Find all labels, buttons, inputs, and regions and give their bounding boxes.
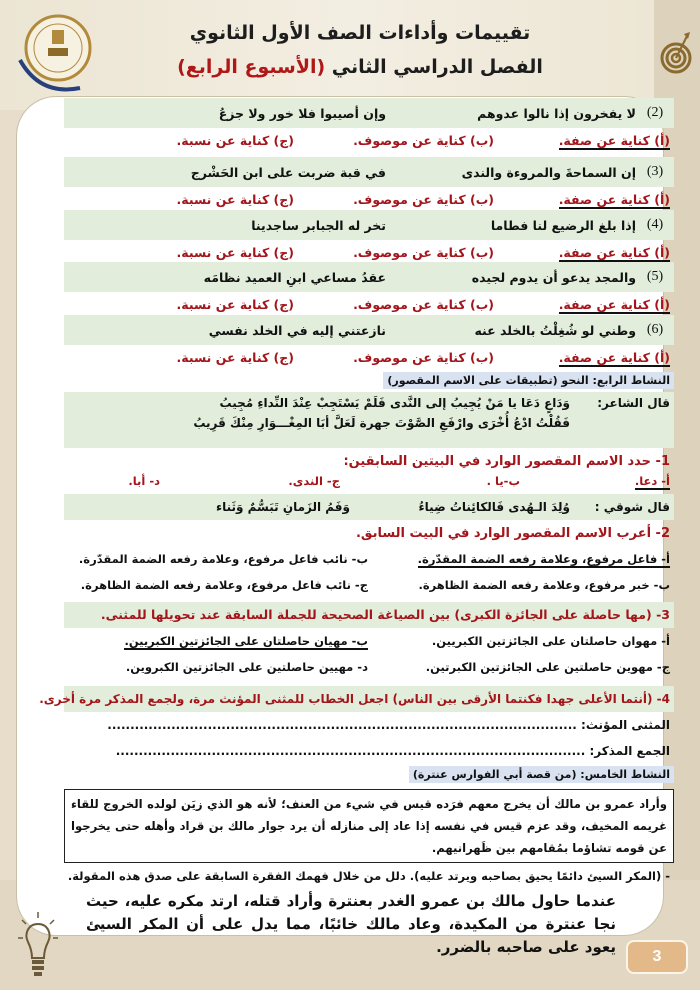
hemistich-1: لا يفخرون إذا نالوا عدوهم xyxy=(477,105,636,121)
q2-option-b2[interactable]: ب- خبر مرفوع، وعلامة رفعه الضمة الظاهرة. xyxy=(418,578,670,592)
hemistich-2: وإن أصيبوا فلا خور ولا جزعُ xyxy=(218,105,386,121)
hemistich-1: إذا بلغ الرضيع لنا فطاما xyxy=(490,217,636,233)
verse-row xyxy=(64,262,674,292)
question-number: (3) xyxy=(646,164,664,179)
activity4-label: النشاط الرابع: النحو (تطبيقات على الاسم المقصور) xyxy=(383,372,674,389)
hemistich-1: إن السماحةَ والمروءة والندى xyxy=(461,164,636,180)
option-b[interactable]: (ب) كناية عن موصوف. xyxy=(353,132,494,148)
shawqi-block xyxy=(64,494,674,520)
masc-plural-answer xyxy=(65,744,670,758)
option-b[interactable]: (ب) كناية عن موصوف. xyxy=(353,191,494,207)
options-row xyxy=(64,292,674,316)
question-number: (6) xyxy=(646,322,664,337)
shawqi-hemistich-1: وُلِدَ الـهُدى فَالكائِناتُ ضِياءُ xyxy=(418,500,570,514)
semester-label: الفصل الدراسي الثاني xyxy=(331,56,543,78)
option-c[interactable]: (ج) كناية عن نسبة. xyxy=(176,349,294,365)
option-a[interactable]: (أ) كناية عن صفة. xyxy=(558,296,670,312)
hemistich-2: في قبة ضربت على ابن الحَشْرج xyxy=(190,164,386,180)
task-prompt: - (المكر السيئ دائمًا يحيق بصاحبه ويرتد عليه). دلل من خلال فهمك الفقرة السابقة على صدق هذه المقولة. xyxy=(67,869,670,883)
header-band xyxy=(0,0,700,110)
options-row xyxy=(64,240,674,264)
q3-choices-row2 xyxy=(65,660,670,674)
masc-plural-label: الجمع المذكر: xyxy=(589,744,670,758)
q2-option-c[interactable]: ج- نائب فاعل مرفوع، وعلامة رفعه الضمة الظاهرة. xyxy=(80,578,368,592)
option-a[interactable]: (أ) كناية عن صفة. xyxy=(558,349,670,365)
page-number-badge: 3 xyxy=(626,940,688,974)
q1-option-b[interactable]: ب-يا . xyxy=(486,474,520,488)
q2-option-a[interactable]: أ- فاعل مرفوع، وعلامة رفعه الضمة المقدّرة. xyxy=(417,552,670,566)
option-c[interactable]: (ج) كناية عن نسبة. xyxy=(176,191,294,207)
q3-option-b[interactable]: ب- مهيان حاصلتان على الجائزتين الكبريين. xyxy=(124,634,368,648)
question-number: (4) xyxy=(646,217,664,232)
q3-option-d[interactable]: د- مهيين حاصلتين على الجائزتين الكبروين. xyxy=(125,660,368,674)
masc-plural-input[interactable]: ....................................................................................................... xyxy=(115,744,586,758)
activity5-label: النشاط الخامس: (من قصة أبي الفوارس عنترة) xyxy=(409,766,674,783)
verse-row xyxy=(64,157,674,187)
question-3: 3- (مها حاصلة على الجائزة الكبرى) بين الصياغة الصحيحة للجملة السابقة عند تحويلها للمثنى. xyxy=(64,602,674,628)
option-a[interactable]: (أ) كناية عن صفة. xyxy=(558,244,670,260)
week-label: (الأسبوع الرابع) xyxy=(177,56,326,78)
options-row xyxy=(64,345,674,369)
options-row xyxy=(64,128,674,152)
poet-label: قال الشاعر: xyxy=(597,396,670,410)
option-a[interactable]: (أ) كناية عن صفة. xyxy=(558,132,670,148)
passage-box: وأراد عمرو بن مالك أن يخرج معهم فرَده قيس في شيء من العنف؛ لأنه هو الذي زيَن لولده الخروج للقاء غريمه المخيف، وقد عزم قيس في نفسه إذا عاد إلى منازله أن يرد جوار مالك بن قراد وأهله حتى يخرجوا عن قومه تشاؤما بمُقامهم بين ظَهرانيهم. xyxy=(64,789,674,863)
lightbulb-icon xyxy=(18,910,58,982)
verse-line-2: فَقُلْتُ ادْعُ أُخْرَى وارْفَعِ الصَّوْتَ جهرة لَعَلَّ أبَا المِغْـــوَارِ مِنْكَ قَرِيبُ xyxy=(193,416,570,430)
q1-option-d[interactable]: د- أبا. xyxy=(128,474,160,488)
question-number: (2) xyxy=(646,105,664,120)
option-b[interactable]: (ب) كناية عن موصوف. xyxy=(353,296,494,312)
q2-choices-row1 xyxy=(65,552,670,566)
q2-option-b[interactable]: ب- نائب فاعل مرفوع، وعلامة رفعه الضمة المقدّرة. xyxy=(78,552,368,566)
option-c[interactable]: (ج) كناية عن نسبة. xyxy=(176,132,294,148)
hemistich-2: تخر له الجبابر ساجدينا xyxy=(251,217,386,233)
q3-choices-row1 xyxy=(65,634,670,648)
question-1: 1- حدد الاسم المقصور الوارد في البيتين السابقين: xyxy=(343,454,670,469)
fem-dual-label: المثنى المؤنث: xyxy=(581,718,670,732)
question-4: 4- (أنتما الأعلى جهدا فكنتما الأرقى بين الناس) اجعل الخطاب للمثنى المؤنث مرة، ولجمع المذكر مرة أخرى. xyxy=(64,686,674,712)
verse-row xyxy=(64,210,674,240)
option-a[interactable]: (أ) كناية عن صفة. xyxy=(558,191,670,207)
q1-option-c[interactable]: ج- الندى. xyxy=(288,474,340,488)
poem-block xyxy=(64,392,674,448)
verse-row xyxy=(64,98,674,128)
question-number: (5) xyxy=(646,269,664,284)
q3-option-c[interactable]: ج- مهوين حاصلتين على الجائزتين الكبرتين. xyxy=(425,660,670,674)
option-c[interactable]: (ج) كناية عن نسبة. xyxy=(176,296,294,312)
ministry-logo xyxy=(10,8,100,98)
fem-dual-answer xyxy=(65,718,670,732)
question-2: 2- أعرب الاسم المقصور الوارد في البيت السابق. xyxy=(355,526,670,541)
hemistich-1: وطني لو شُغِلْتُ بالخلد عنه xyxy=(474,322,636,338)
option-b[interactable]: (ب) كناية عن موصوف. xyxy=(353,244,494,260)
option-c[interactable]: (ج) كناية عن نسبة. xyxy=(176,244,294,260)
verse-row xyxy=(64,315,674,345)
page-subtitle xyxy=(110,56,610,78)
answer-text: عندما حاول مالك بن عمرو الغدر بعنترة وأراد قتله، ارتد مكره عليه، حيث نجا عنترة من المكيدة، وعاد مالك خائبًا، مما يدل على أن المكر السيئ يعود على صاحبه بالضرر. xyxy=(86,892,616,956)
hemistich-2: عقدُ مساعي ابنِ العميد نظامَه xyxy=(203,269,386,285)
verse-line-1: وَدَاعٍ دَعَا يا مَنْ يُجِيبُ إلى النَّدى فَلَمْ يَسْتَجِبْ عِنْدَ النِّداءِ مُجِيبُ xyxy=(219,396,570,410)
shawqi-hemistichs xyxy=(68,500,570,514)
q1-choices xyxy=(65,474,670,488)
shawqi-hemistich-2: وَفَمُ الزَمانِ تَبَسُّمٌ وَثَناء xyxy=(215,500,350,514)
hemistich-2: نازعتني إليه في الخلد نفسي xyxy=(208,322,386,338)
hemistich-1: والمجد يدعو أن يدوم لجيده xyxy=(471,269,636,285)
target-icon xyxy=(660,24,692,84)
options-row xyxy=(64,187,674,211)
shawqi-label: قال شوقي : xyxy=(594,500,670,514)
q2-choices-row2 xyxy=(65,578,670,592)
option-b[interactable]: (ب) كناية عن موصوف. xyxy=(353,349,494,365)
verse-lines xyxy=(68,396,570,444)
q1-option-a[interactable]: أ- دعا. xyxy=(634,474,670,488)
q3-option-a[interactable]: أ- مهوان حاصلتان على الجائزتين الكبريين. xyxy=(431,634,670,648)
page-title: تقييمات وأداءات الصف الأول الثانوي xyxy=(189,22,531,44)
fem-dual-input[interactable]: ....................................................................................................... xyxy=(107,718,577,732)
